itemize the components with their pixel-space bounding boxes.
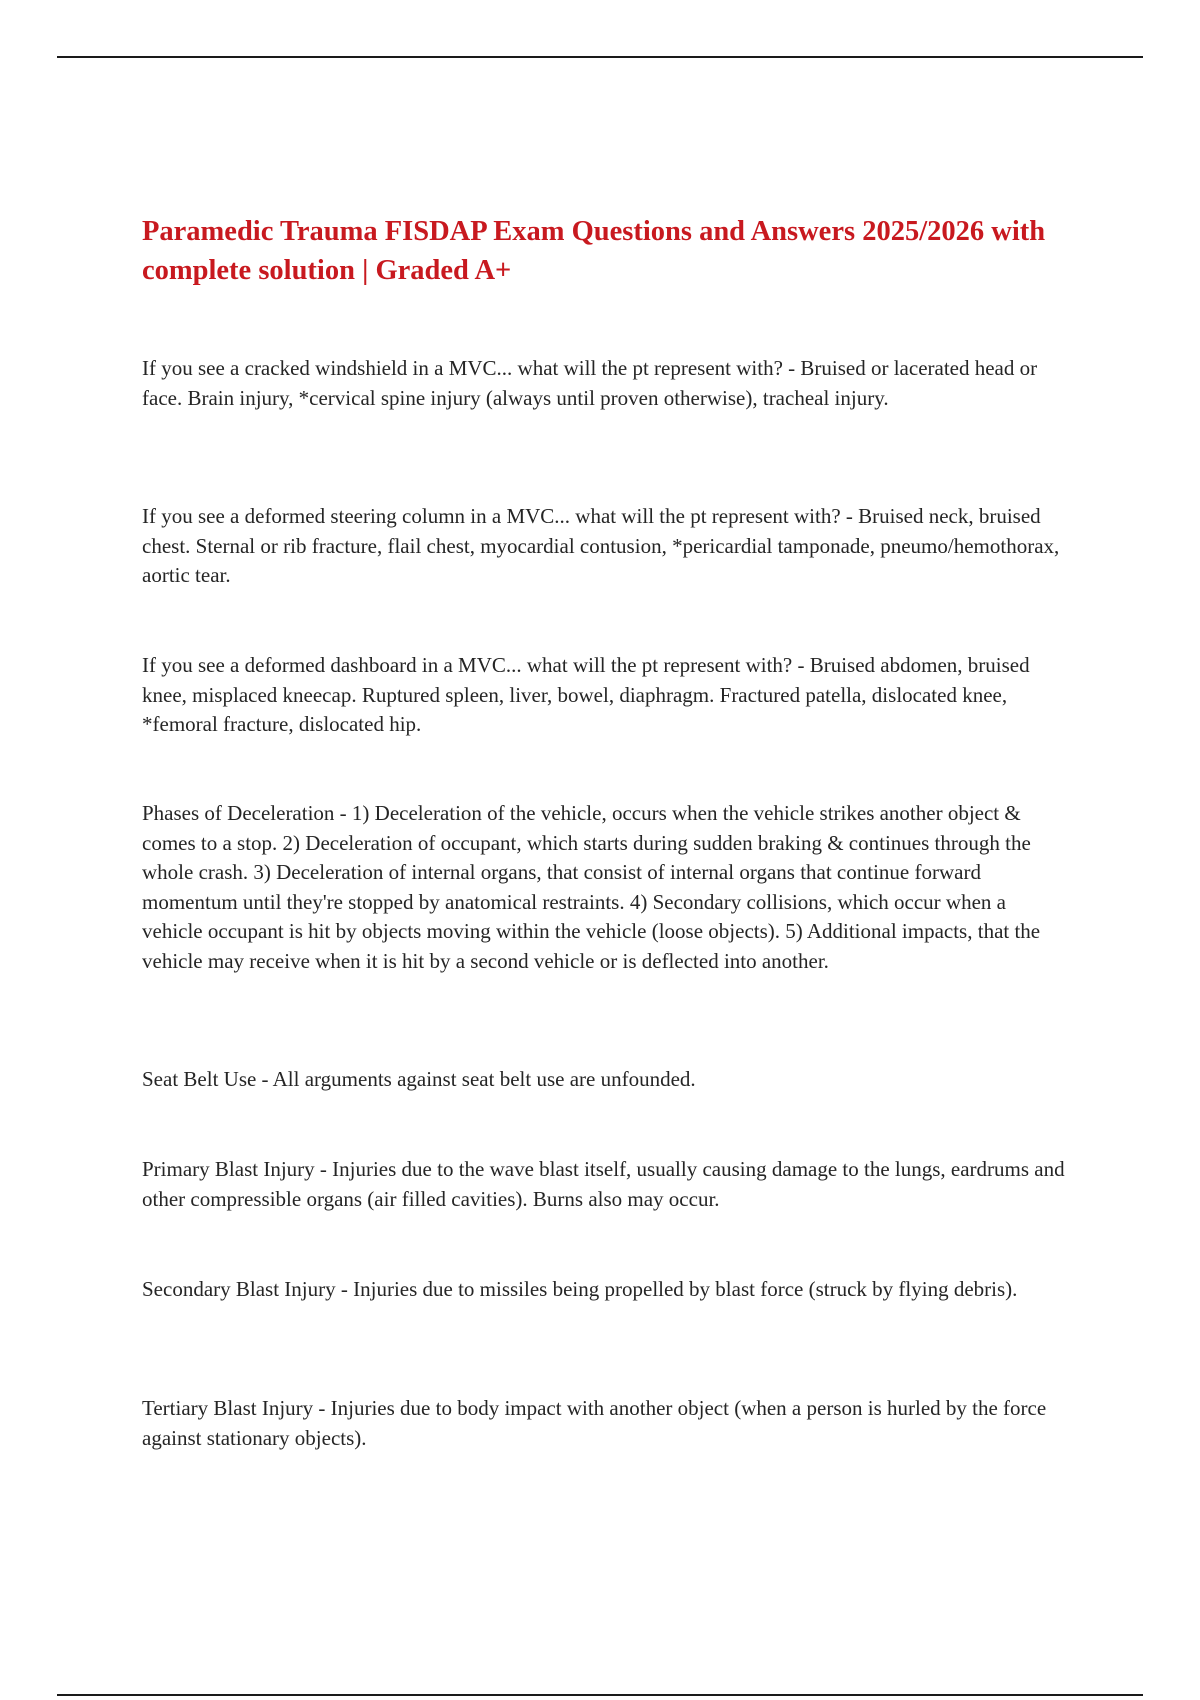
qa-item-phases-of-deceleration: Phases of Deceleration - 1) Deceleration of the vehicle, occurs when the vehicle strikes another object & comes to a stop. 2) Deceleration of occupant, which starts during sudden braking & continues through the whole crash. 3) Deceleration of internal organs, that consist of internal organs that continue forward momentum until they're stopped by anatomical restraints. 4) Secondary collisions, which occur when a vehicle occupant is hit by objects moving within the vehicle (loose objects). 5) Additional impacts, that the vehicle may receive when it is hit by a second vehicle or is deflected into another. bbox=[142, 801, 1041, 973]
qa-item-primary-blast-injury: Primary Blast Injury - Injuries due to the wave blast itself, usually causing damage to the lungs, eardrums and other compressible organs (air filled cavities). Burns also may occur. bbox=[142, 1157, 1065, 1211]
header-rule bbox=[57, 56, 1143, 58]
footer-rule bbox=[57, 1694, 1143, 1696]
qa-item-tertiary-blast-injury: Tertiary Blast Injury - Injuries due to body impact with another object (when a person is hurled by the force against stationary objects). bbox=[142, 1396, 1047, 1450]
qa-item-seat-belt-use: Seat Belt Use - All arguments against seat belt use are unfounded. bbox=[142, 1067, 696, 1091]
document-title: Paramedic Trauma FISDAP Exam Questions and Answers 2025/2026 with complete solution | Graded A+ bbox=[142, 216, 1046, 286]
qa-item-secondary-blast-injury: Secondary Blast Injury - Injuries due to missiles being propelled by blast force (struck by flying debris). bbox=[142, 1277, 1018, 1301]
qa-item-cracked-windshield: If you see a cracked windshield in a MVC... what will the pt represent with? - Bruised or lacerated head or face. Brain injury, *cervical spine injury (always until proven otherwise), tracheal injury. bbox=[142, 356, 1038, 410]
qa-item-deformed-dashboard: If you see a deformed dashboard in a MVC... what will the pt represent with? - Bruised abdomen, bruised knee, misplaced kneecap. Ruptured spleen, liver, bowel, diaphragm. Fractured patella, dislocated knee, *femoral fracture, dislocated hip. bbox=[142, 653, 1030, 736]
qa-item-deformed-steering-column: If you see a deformed steering column in a MVC... what will the pt represent with? - Bruised neck, bruised chest. Sternal or rib fracture, flail chest, myocardial contusion, *pericardial tamponade, pneumo/hemothorax, aortic tear. bbox=[142, 504, 1060, 587]
